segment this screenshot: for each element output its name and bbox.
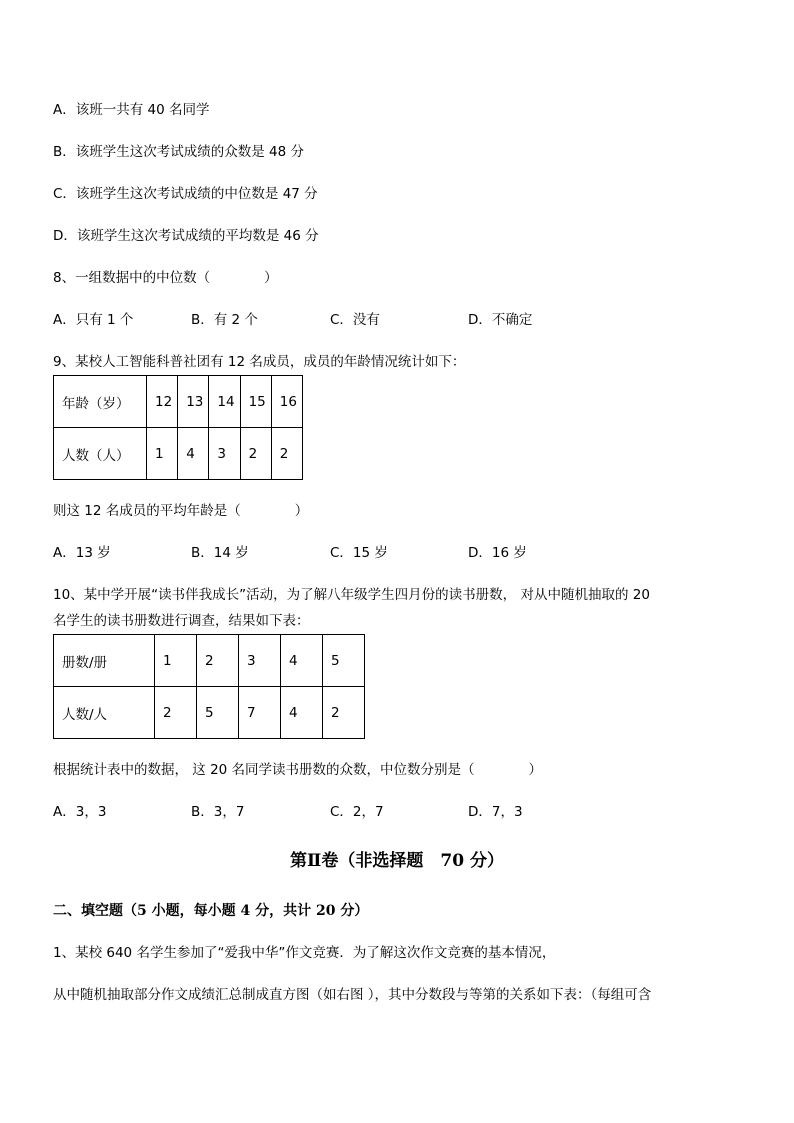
q8-option-d: D．不确定 xyxy=(468,312,533,328)
table-cell: 人数/人 xyxy=(54,687,155,739)
table-row xyxy=(54,635,365,687)
table-cell: 年龄（岁） xyxy=(54,376,147,428)
q10-question: 根据统计表中的数据， 这 20 名同学读书册数的众数，中位数分别是（ ） xyxy=(53,762,543,778)
table-cell: 12 xyxy=(147,376,178,428)
q8-option-c: C．没有 xyxy=(330,312,380,328)
table-cell: 2 xyxy=(271,428,302,480)
q7-option-d: D．该班学生这次考试成绩的平均数是 46 分 xyxy=(53,228,319,244)
table-cell: 1 xyxy=(155,635,197,687)
table-cell: 1 xyxy=(147,428,178,480)
table-row xyxy=(54,376,303,428)
table-cell: 3 xyxy=(209,428,240,480)
q10-option-b: B．3，7 xyxy=(191,804,245,820)
table-cell: 15 xyxy=(240,376,271,428)
q9-option-a: A．13 岁 xyxy=(53,545,111,561)
q8-stem: 8、一组数据中的中位数（ ） xyxy=(53,270,278,286)
table-cell: 2 xyxy=(197,635,239,687)
q9-option-d: D．16 岁 xyxy=(468,545,527,561)
table-cell: 4 xyxy=(178,428,209,480)
table-cell: 14 xyxy=(209,376,240,428)
q9-age-table xyxy=(53,375,303,480)
table-cell: 4 xyxy=(281,635,323,687)
table-cell: 2 xyxy=(240,428,271,480)
q9-question: 则这 12 名成员的平均年龄是（ ） xyxy=(53,503,309,519)
table-row xyxy=(54,428,303,480)
q9-option-c: C．15 岁 xyxy=(330,545,388,561)
table-cell: 2 xyxy=(155,687,197,739)
table-cell: 13 xyxy=(178,376,209,428)
q10-books-table xyxy=(53,634,365,739)
table-cell: 4 xyxy=(281,687,323,739)
table-row xyxy=(54,687,365,739)
q10-option-a: A．3，3 xyxy=(53,804,107,820)
part2-title: 二、填空题（5 小题，每小题 4 分，共计 20 分） xyxy=(53,903,369,919)
fill-q1-line2: 从中随机抽取部分作文成绩汇总制成直方图（如右图 ），其中分数段与等第的关系如下表：（每组可含 xyxy=(53,987,652,1003)
q10-option-c: C．2，7 xyxy=(330,804,384,820)
section2-title: 第Ⅱ卷（非选择题 70 分） xyxy=(290,851,504,871)
q7-option-a: A．该班一共有 40 名同学 xyxy=(53,102,210,118)
table-cell: 7 xyxy=(239,687,281,739)
table-cell: 2 xyxy=(323,687,365,739)
table-cell: 3 xyxy=(239,635,281,687)
table-cell: 5 xyxy=(197,687,239,739)
q7-option-b: B．该班学生这次考试成绩的众数是 48 分 xyxy=(53,144,305,160)
table-cell: 册数/册 xyxy=(54,635,155,687)
q9-stem: 9、某校人工智能科普社团有 12 名成员，成员的年龄情况统计如下： xyxy=(53,354,466,370)
q10-stem-line1: 10、某中学开展“读书伴我成长”活动，为了解八年级学生四月份的读书册数， 对从中随机抽取的 20 xyxy=(53,587,650,603)
q7-option-c: C．该班学生这次考试成绩的中位数是 47 分 xyxy=(53,186,318,202)
fill-q1-line1: 1、某校 640 名学生参加了“爱我中华”作文竞赛．为了解这次作文竞赛的基本情况， xyxy=(53,945,556,961)
q10-option-d: D．7，3 xyxy=(468,804,523,820)
table-cell: 人数（人） xyxy=(54,428,147,480)
q8-option-a: A．只有 1 个 xyxy=(53,312,134,328)
q8-option-b: B．有 2 个 xyxy=(191,312,258,328)
q10-stem-line2: 名学生的读书册数进行调查，结果如下表： xyxy=(53,613,310,629)
table-cell: 5 xyxy=(323,635,365,687)
q9-option-b: B．14 岁 xyxy=(191,545,249,561)
table-cell: 16 xyxy=(271,376,302,428)
